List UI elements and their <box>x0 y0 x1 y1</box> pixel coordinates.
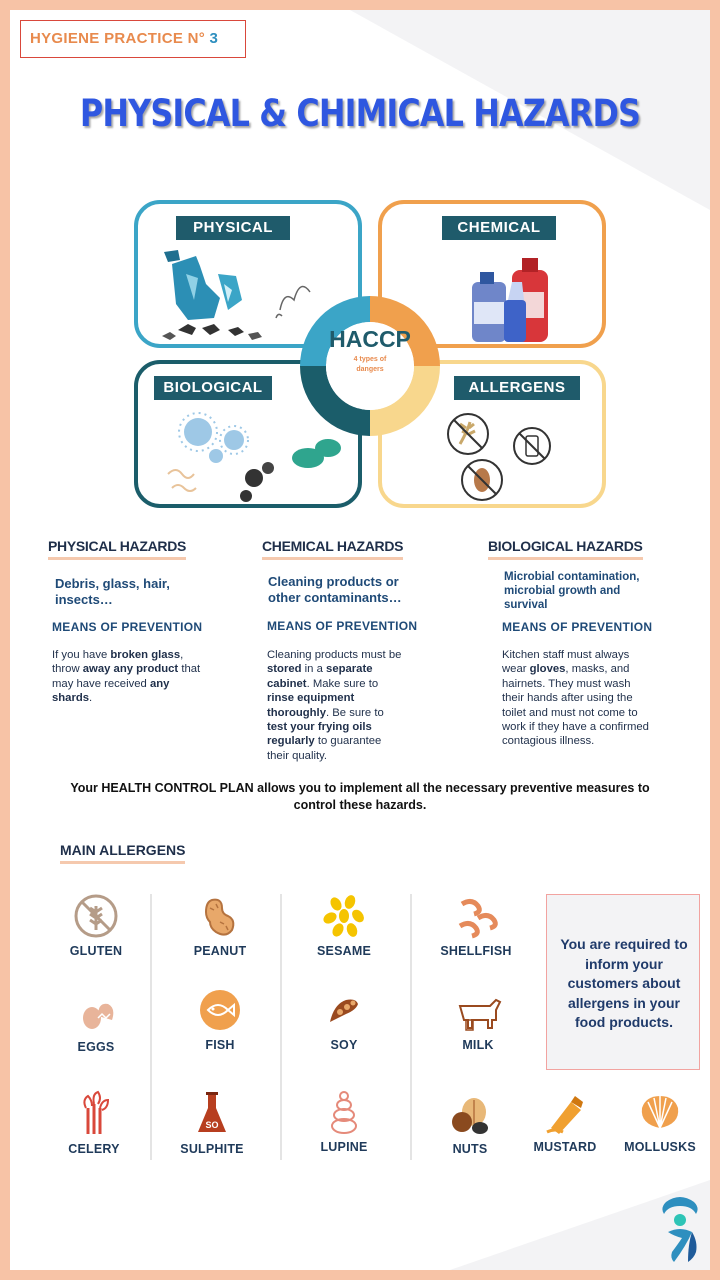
allergen-name: SOY <box>330 1038 358 1052</box>
body-text-run: stored <box>267 663 302 676</box>
mustard-icon <box>541 1088 589 1136</box>
nuts-icon <box>446 1090 494 1138</box>
body-text-run: . <box>89 692 93 705</box>
quadrant-label-allergens: ALLERGENS <box>454 376 580 400</box>
allergen-name: MUSTARD <box>533 1140 597 1154</box>
body-text-run: away any product <box>82 663 179 676</box>
allergen-soy <box>294 986 394 1052</box>
biological-hazards-subtitle: Microbial contamination, microbial growth and survival <box>504 571 640 611</box>
shrimp-icon <box>452 892 500 940</box>
chemical-prevention-text <box>267 648 405 763</box>
soy-icon <box>320 986 368 1034</box>
allergen-mollusks <box>610 1088 710 1154</box>
allergen-name: SHELLFISH <box>440 944 512 958</box>
quadrant-label-chemical: CHEMICAL <box>442 216 556 240</box>
physical-means-label: MEANS OF PREVENTION <box>52 620 203 634</box>
main-allergens-heading: MAIN ALLERGENS <box>60 842 185 864</box>
column-divider <box>150 894 152 1160</box>
biological-prevention-text <box>502 648 652 749</box>
biological-hazards-heading: BIOLOGICAL HAZARDS <box>488 538 643 560</box>
shell-icon <box>636 1088 684 1136</box>
allergen-celery <box>44 1090 144 1156</box>
quadrant-label-biological: BIOLOGICAL <box>154 376 272 400</box>
cow-icon <box>454 986 502 1034</box>
eggs-icon <box>72 988 120 1036</box>
body-text-run: that may have received <box>52 663 201 690</box>
page-title: PHYSICAL & CHIMICAL HAZARDS <box>79 92 641 135</box>
allergen-name: NUTS <box>452 1142 488 1156</box>
physical-prevention-text <box>52 648 202 706</box>
body-text-run: . Be sure to <box>325 706 384 719</box>
body-text-run: , throw <box>52 649 184 676</box>
physical-hazards-subtitle: Debris, glass, hair, insects… <box>55 576 170 607</box>
flask-label: SO <box>205 1120 219 1130</box>
allergen-name: MILK <box>462 1038 494 1052</box>
body-text-run: rinse equipment thoroughly <box>267 692 355 719</box>
allergen-sesame <box>294 892 394 958</box>
chemical-hazards-heading: CHEMICAL HAZARDS <box>262 538 403 560</box>
allergen-gluten <box>46 892 146 958</box>
body-text-run: to guarantee their quality. <box>267 735 382 762</box>
body-text-run: If you have <box>52 649 111 661</box>
body-text-run: gloves <box>529 663 566 676</box>
body-text-run: in a <box>301 663 327 676</box>
body-text-run: broken glass <box>110 649 181 661</box>
haccp-title: HACCP <box>329 326 411 352</box>
allergen-name: CELERY <box>68 1142 120 1156</box>
wheat-crossed-icon <box>72 892 120 940</box>
allergen-name: MOLLUSKS <box>624 1140 696 1154</box>
allergen-plates-icon <box>442 408 562 504</box>
body-text-run: test your frying oils regularly <box>267 721 372 748</box>
allergen-milk <box>428 986 528 1052</box>
column-divider <box>280 894 282 1160</box>
column-divider <box>410 894 412 1160</box>
biological-means-label: MEANS OF PREVENTION <box>502 620 653 634</box>
body-text-run: separate cabinet <box>267 663 373 690</box>
body-text-run: Kitchen staff must always wear <box>502 649 630 676</box>
body-text-run: Cleaning products must be <box>267 649 402 661</box>
allergen-notice-text: You are required to inform your customers about allergens in your food products. <box>560 936 688 1030</box>
peanut-icon <box>196 892 244 940</box>
practice-number: 3 <box>209 30 219 47</box>
allergen-sulphite <box>162 1090 262 1156</box>
cleaning-bottles-icon <box>468 252 568 348</box>
allergen-name: FISH <box>205 1038 235 1052</box>
practice-tag-text: HYGIENE PRACTICE N° <box>30 30 206 47</box>
chemical-hazards-subtitle: Cleaning products or other contaminants… <box>268 574 402 605</box>
allergen-nuts <box>420 1090 520 1156</box>
allergen-mustard <box>515 1088 615 1154</box>
health-control-plan-text: Your HEALTH CONTROL PLAN allows you to implement all the necessary preventive measures to control these hazards. <box>70 781 650 812</box>
body-text-run: any shards <box>52 677 170 705</box>
allergen-name: SULPHITE <box>180 1142 244 1156</box>
allergen-eggs <box>46 988 146 1054</box>
allergen-name: PEANUT <box>193 944 247 958</box>
allergen-name: LUPINE <box>320 1140 368 1154</box>
allergen-notice-box <box>546 894 700 1070</box>
flask-icon <box>188 1090 236 1138</box>
practice-tag <box>20 20 246 58</box>
allergen-peanut <box>170 892 270 958</box>
infographic-page <box>10 10 710 1270</box>
allergen-name: SESAME <box>317 944 371 958</box>
fish-icon <box>196 986 244 1034</box>
sesame-icon <box>320 892 368 940</box>
allergen-lupine <box>294 1088 394 1154</box>
body-text-run: , masks, and hairnets. They must wash their hands after using the toilet and must not come to work if they have a confirmed contagious illness. <box>502 663 649 748</box>
haccp-subtitle: 4 types of dangers <box>353 356 387 373</box>
allergen-name: EGGS <box>77 1040 115 1054</box>
celery-icon <box>70 1090 118 1138</box>
lupine-icon <box>320 1088 368 1136</box>
allergen-shellfish <box>426 892 526 958</box>
brand-logo-icon <box>658 1196 702 1266</box>
chemical-means-label: MEANS OF PREVENTION <box>267 619 418 633</box>
quadrant-label-physical: PHYSICAL <box>176 216 290 240</box>
allergen-fish <box>170 986 270 1052</box>
body-text-run: . Make sure to <box>306 677 379 690</box>
physical-hazards-heading: PHYSICAL HAZARDS <box>48 538 186 560</box>
allergen-name: GLUTEN <box>69 944 123 958</box>
